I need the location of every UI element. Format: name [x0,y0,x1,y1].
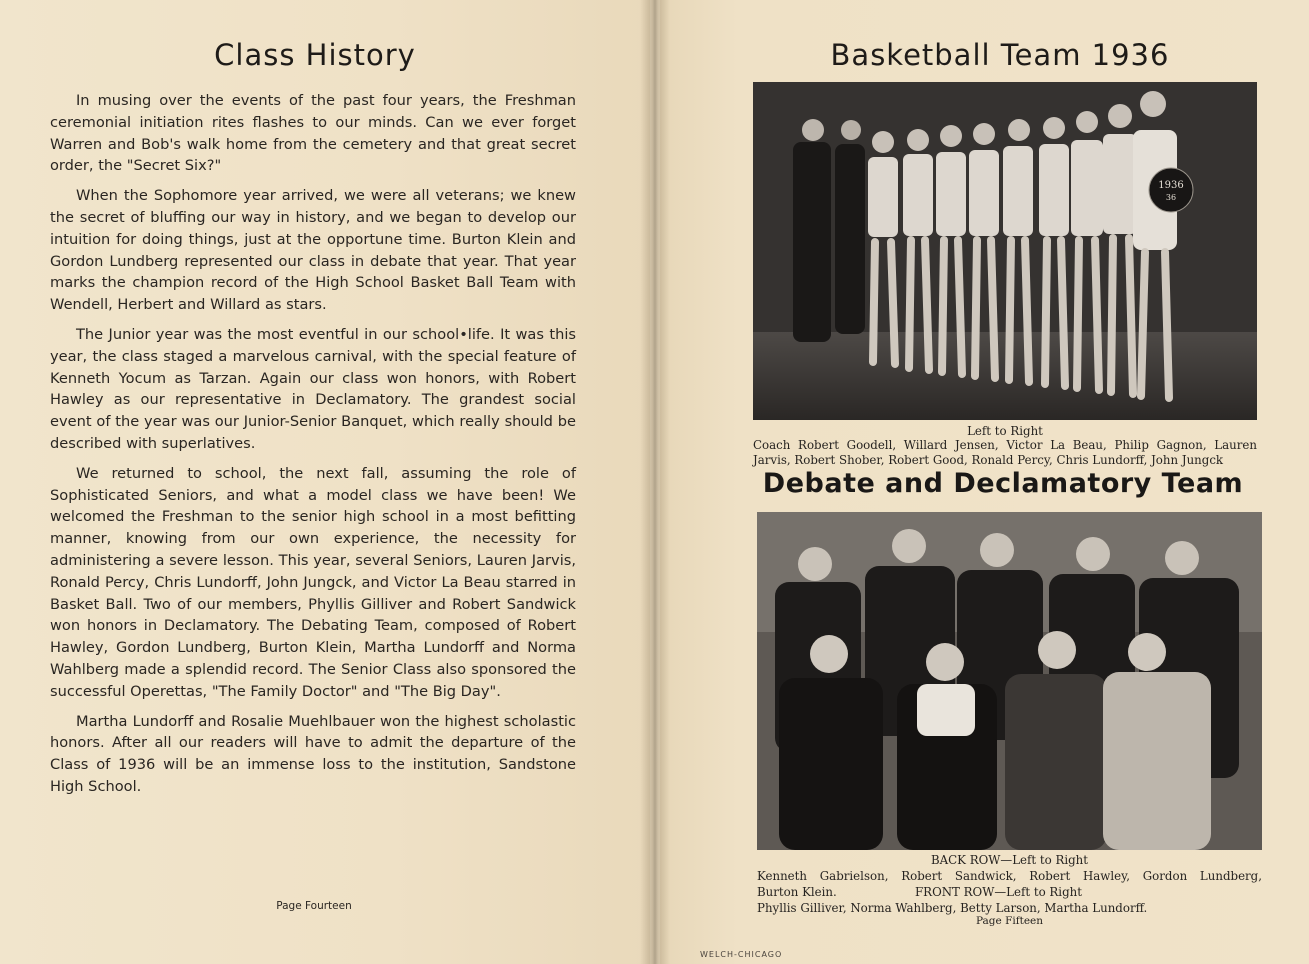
basketball-caption-names: Coach Robert Goodell, Willard Jensen, Victor La Beau, Philip Gagnon, Lauren Jarvis, Robert Shober, Robert Good, Ronald Percy, Chris Lundorff, John Jungck [753,438,1257,467]
debate-caption-burton: Burton Klein. [757,885,837,899]
class-history-text [50,90,576,806]
printer-mark: WELCH-CHICAGO [700,950,783,959]
debate-caption-back-row: BACK ROW—Left to Right [930,853,1089,867]
history-paragraph-junior: The Junior year was the most eventful in our school•life. It was this year, the class staged a marvelous carnival, with the special feature of Kenneth Yocum as Tarzan. Again our class won honors, with Robert Hawley as our representative in Declamatory. The grandest social event of the year was our Junior-Senior Banquet, which really should be described with superlatives. [50,325,576,452]
basketball-caption-heading: Left to Right [967,424,1043,438]
history-paragraph-sophomore: When the Sophomore year arrived, we were all veterans; we knew the secret of bluffing our way in history, and we began to develop our intuition for doing things, just at the opportune time. Burton Klein and Gordon Lundberg represented our class in debate that year. That year marks the champion record of the High School Basket Ball Team with Wendell, Herbert and Willard as stars. [50,187,576,314]
debate-caption-line-1: Kenneth Gabrielson, Robert Sandwick, Robert Hawley, Gordon Lundberg, [757,869,1262,883]
book-gutter [640,0,670,964]
debate-caption-line-2 [757,885,1262,900]
basketball-title: Basketball Team 1936 [830,38,1170,72]
page-number-left: Page Fourteen [276,900,352,912]
basketball-icon [1149,168,1193,212]
debate-team-photo [757,512,1262,850]
class-history-title: Class History [214,38,416,72]
debate-caption-front-row: FRONT ROW—Left to Right [915,885,1082,899]
debate-title: Debate and Declamatory Team [762,468,1244,499]
history-paragraph-closing: Martha Lundorff and Rosalie Muehlbauer won the highest scholastic honors. After all our readers will have to admit the departure of the Class of 1936 will be an immense loss to the institution, Sandstone High School. [50,712,576,795]
history-paragraph-freshman: In musing over the events of the past four years, the Freshman ceremonial initiation rites flashes to our minds. Can we ever forget Warren and Bob's walk home from the cemetery and that great secret order, the "Secret Six?" [50,92,576,175]
ball-text-year: 1936 [1158,180,1184,191]
basketball-team-photo [753,82,1257,420]
page-number-right: Page Fifteen [975,915,1044,927]
history-paragraph-senior: We returned to school, the next fall, assuming the role of Sophisticated Seniors, and what a model class we have been! We welcomed the Freshman to the senior high school in a most befitting manner, knowing from our own experience, the necessity for administering a severe lesson. This year, several Seniors, Lauren Jarvis, Ronald Percy, Chris Lundorff, John Jungck, and Victor La Beau starred in Basket Ball. Two of our members, Phyllis Gilliver and Robert Sandwick won honors in Declamatory. The Debating Team, composed of Robert Hawley, Gordon Lundberg, Burton Klein, Martha Lundorff and Norma Wahlberg made a splendid record. The Senior Class also sponsored the successful Operettas, "The Family Doctor" and "The Big Day". [50,464,576,700]
ball-text-short: 36 [1165,193,1177,202]
debate-caption-line-3: Phyllis Gilliver, Norma Wahlberg, Betty Larson, Martha Lundorff. [757,901,1148,915]
